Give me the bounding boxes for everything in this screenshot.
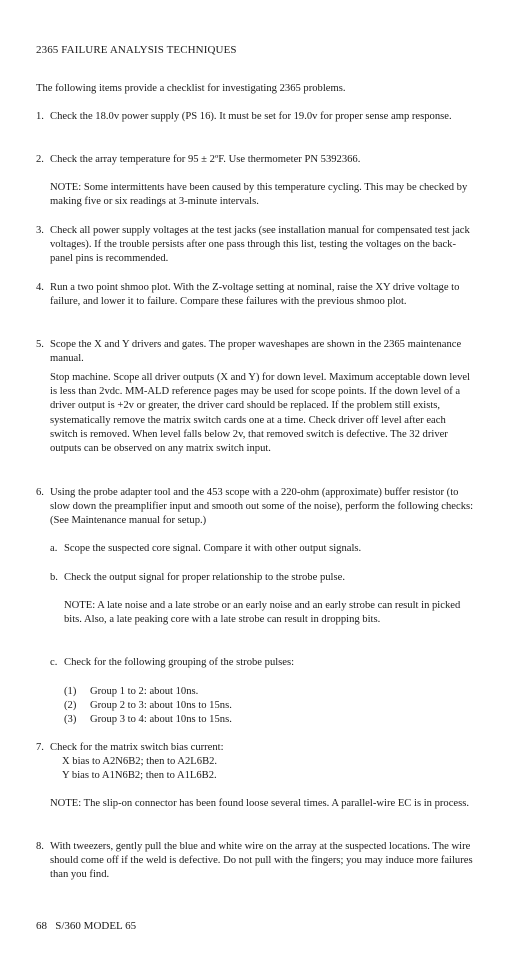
sub-item-text: Check for the following grouping of the strobe pulses: <box>64 657 295 668</box>
item-text: Check the 18.0v power supply (PS 16). It must be set for 19.0v for proper sense amp response. <box>50 111 452 122</box>
item-text: Scope the X and Y drivers and gates. The proper waveshapes are shown in the 2365 maintenance manual. <box>50 339 462 365</box>
item-text: Run a two point shmoo plot. With the Z-voltage setting at nominal, raise the XY drive voltage to failure, and lower it to failure. Compare these failures with the previous shmoo plot. <box>50 282 460 308</box>
item-number: 3. <box>36 225 44 236</box>
item-text: Check all power supply voltages at the test jacks (see installation manual for compensated test jack voltages). If the trouble persists after one pass through this list, testing the voltages on the back-panel pins is recommended. <box>50 225 470 265</box>
item-text: Using the probe adapter tool and the 453 scope with a 220-ohm (approximate) buffer resistor (to slow down the preamplifier input and smooth out some of the noise), perform the following checks: (See Maintenance manual for setup.) <box>50 487 474 527</box>
strobe-group-2 <box>64 699 232 713</box>
checklist-item-4 <box>36 281 476 309</box>
checklist-item-8 <box>36 840 476 883</box>
group-number: (2) <box>64 700 77 711</box>
item-5-detail: Stop machine. Scope all driver outputs (X and Y) for down level. Maximum acceptable down level is less than 2vdc. MM-ALD reference pages may be used for scope points. If the down level of a driver output is +2v or greater, the driver card should be replaced. If the problem still exists, systematically remove the matrix switch cards one at a time. Check driver off level after each switch is removed. When level falls below 2v, that removed switch is defective. The 32 driver outputs can be observed on any matrix switch input. <box>50 372 471 455</box>
item-number: 2. <box>36 154 44 165</box>
group-number: (1) <box>64 686 77 697</box>
page-header: 2365 FAILURE ANALYSIS TECHNIQUES <box>36 44 237 56</box>
sub-item-6a <box>50 542 470 556</box>
page-footer: 68 S/360 MODEL 65 <box>36 920 137 932</box>
sub-item-letter: b. <box>50 572 58 583</box>
checklist-item-6 <box>36 486 476 529</box>
sub-item-text: Scope the suspected core signal. Compare it with other output signals. <box>64 543 362 554</box>
item-text: Check for the matrix switch bias current: <box>50 742 224 753</box>
item-number: 1. <box>36 111 44 122</box>
item-number: 6. <box>36 487 44 498</box>
item-number: 8. <box>36 841 44 852</box>
group-text: Group 1 to 2: about 10ns. <box>90 686 199 697</box>
item-number: 5. <box>36 339 44 350</box>
y-bias-line: Y bias to A1N6B2; then to A1L6B2. <box>62 770 217 781</box>
checklist-item-5 <box>36 338 476 366</box>
item-number: 7. <box>36 742 44 753</box>
sub-item-6b <box>50 571 470 585</box>
strobe-group-3 <box>64 713 232 727</box>
sub-item-text: Check the output signal for proper relationship to the strobe pulse. <box>64 572 345 583</box>
intro-text: The following items provide a checklist for investigating 2365 problems. <box>36 83 346 94</box>
note-item-2: NOTE: Some intermittents have been caused by this temperature cycling. This may be checked by making five or six readings at 3-minute intervals. <box>50 182 468 208</box>
note-item-7: NOTE: The slip-on connector has been found loose several times. A parallel-wire EC is in process. <box>50 798 470 809</box>
sub-item-letter: c. <box>50 657 58 668</box>
item-text: With tweezers, gently pull the blue and white wire on the array at the suspected locations. The wire should come off if the weld is defective. Do not pull with the fingers; you may induce more failures than you find. <box>50 841 473 881</box>
item-text: Check the array temperature for 95 ± 2ºF. Use thermometer PN 5392366. <box>50 154 361 165</box>
item-number: 4. <box>36 282 44 293</box>
checklist-item-7 <box>36 741 476 755</box>
x-bias-line: X bias to A2N6B2; then to A2L6B2. <box>62 756 218 767</box>
note-item-6b: NOTE: A late noise and a late strobe or an early noise and an early strobe can result in picked bits. Also, a late peaking core with a late strobe can result in dropping bits. <box>64 600 461 626</box>
checklist-item-3 <box>36 224 476 267</box>
strobe-group-1 <box>64 685 198 699</box>
checklist-item-1 <box>36 110 476 124</box>
group-number: (3) <box>64 714 77 725</box>
checklist-item-2 <box>36 153 476 167</box>
sub-item-6c <box>50 656 470 670</box>
group-text: Group 3 to 4: about 10ns to 15ns. <box>90 714 232 725</box>
sub-item-letter: a. <box>50 543 58 554</box>
group-text: Group 2 to 3: about 10ns to 15ns. <box>90 700 232 711</box>
